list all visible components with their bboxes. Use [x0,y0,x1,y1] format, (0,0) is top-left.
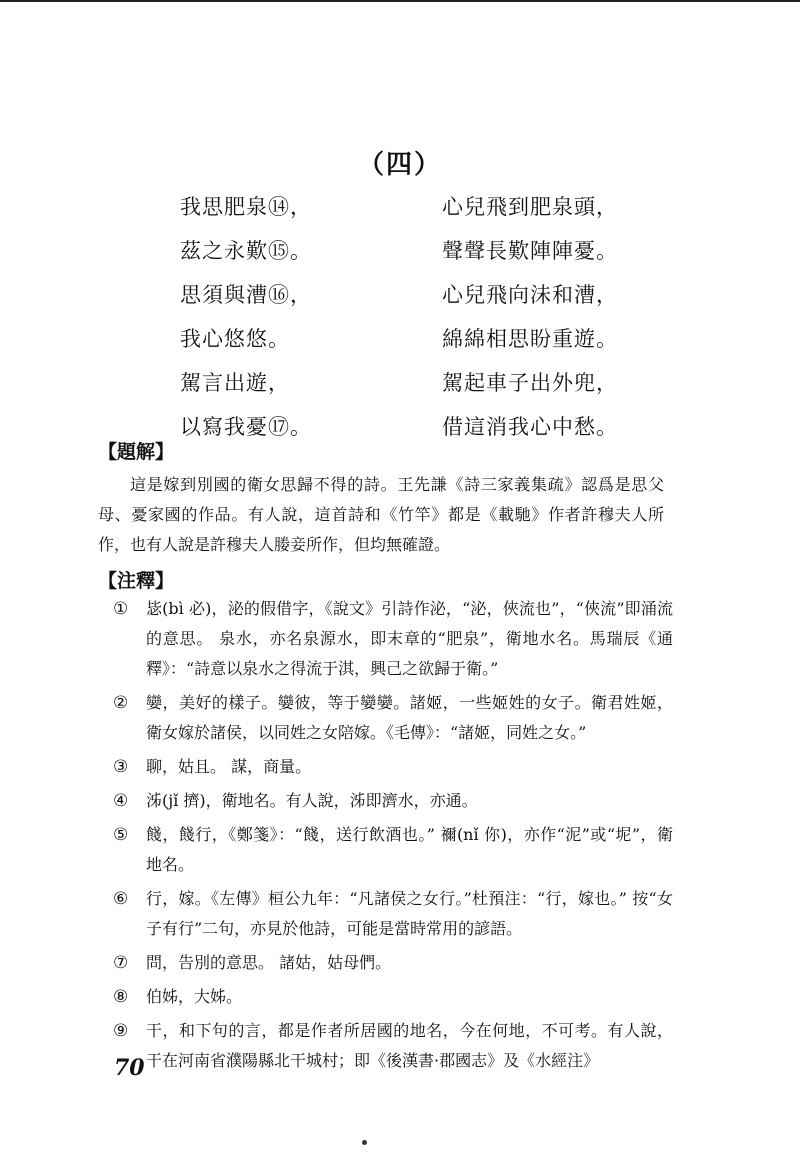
note-text: 行，嫁。《左傳》桓公九年：“凡諸侯之女行。”杜預注：“行，嫁也。” 按“女子有行”二句，亦見於他詩，可能是當時常用的諺語。 [146,889,673,938]
poem-original-line: 我心悠悠。 [180,327,290,351]
poem-line [0,190,800,234]
note-item [113,982,673,1012]
poem-original-line: 駕言出遊， [180,371,290,395]
poem-translation-line: 綿綿相思盼重遊。 [442,327,618,351]
poem-original-line: 我思肥泉⑭， [180,195,312,219]
poem [0,190,800,454]
notes-list [113,594,673,1080]
poem-translation-line: 心兒飛到肥泉頭， [442,195,618,219]
poem-original-line: 以寫我憂⑰。 [180,415,312,439]
poem-line [0,278,800,322]
poem-translation-line: 借這消我心中愁。 [442,415,618,439]
tijie-heading: 【題解】 [98,441,175,463]
note-item [113,820,673,880]
note-item [113,1016,673,1076]
poem-line [0,234,800,278]
tijie-paragraph: 這是嫁到別國的衛女思歸不得的詩。王先謙《詩三家義集疏》認爲是思父母、憂家國的作品。有人說，這首詩和《竹竿》都是《載馳》作者許穆夫人所作，也有人說是許穆夫人媵妾所作，但均無確證。 [98,475,664,554]
print-speck [362,1140,367,1145]
section-title: （四） [357,150,442,180]
note-text: 干，和下句的言，都是作者所居國的地名，今在何地，不可考。有人說，干在河南省濮陽縣北干城村；即《後漢書·郡國志》及《水經注》 [146,1021,673,1070]
note-text: 泲(jǐ 擠)，衛地名。有人說，泲即濟水，亦通。 [146,791,478,810]
poem-translation-line: 駕起車子出外兜， [442,371,618,395]
poem-translation-line: 心兒飛向沬和漕， [442,283,618,307]
note-number: ① [113,599,129,619]
note-number: ⑤ [113,825,129,845]
zhushi-heading: 【注釋】 [98,570,175,592]
note-text: 問，告別的意思。 諸姑，姑母們。 [146,953,392,972]
note-number: ⑧ [113,987,129,1007]
note-number: ② [113,693,129,713]
note-text: 孌，美好的樣子。孌彼，等于孌孌。諸姬，一些姬姓的女子。衛君姓姬，衛女嫁於諸侯，以同姓之女陪嫁。《毛傳》：“諸姬，同姓之女。” [146,693,673,742]
note-item [113,884,673,944]
note-item [113,752,673,782]
note-number: ④ [113,791,129,811]
note-number: ⑦ [113,953,129,973]
note-number: ⑨ [113,1021,129,1041]
note-text: 餞，餞行，《鄭箋》：“餞，送行飲酒也。” 禰(nǐ 你)，亦作“泥”或“坭”，衛地名。 [146,825,673,874]
poem-original-line: 思須與漕⑯， [180,283,312,307]
note-item [113,688,673,748]
page-number: 70 [114,1055,145,1081]
note-item [113,594,673,684]
top-rule [0,0,800,2]
note-item [113,786,673,816]
note-number: ③ [113,757,129,777]
poem-line [0,366,800,410]
note-item [113,948,673,978]
note-text: 毖(bì 必)，泌的假借字，《說文》引詩作泌，“泌，俠流也”，“俠流”即涌流的意思。 泉水，亦名泉源水，即末章的“肥泉”，衛地水名。馬瑞辰《通釋》：“詩意以泉水之得流于淇，興己之欲歸于衛。” [146,599,673,678]
poem-translation-line: 聲聲長歎陣陣憂。 [442,239,618,263]
note-number: ⑥ [113,889,129,909]
note-text: 伯姊，大姊。 [146,987,243,1006]
note-text: 聊，姑且。 謀，商量。 [146,757,312,776]
poem-line [0,322,800,366]
poem-original-line: 茲之永歎⑮。 [180,239,312,263]
